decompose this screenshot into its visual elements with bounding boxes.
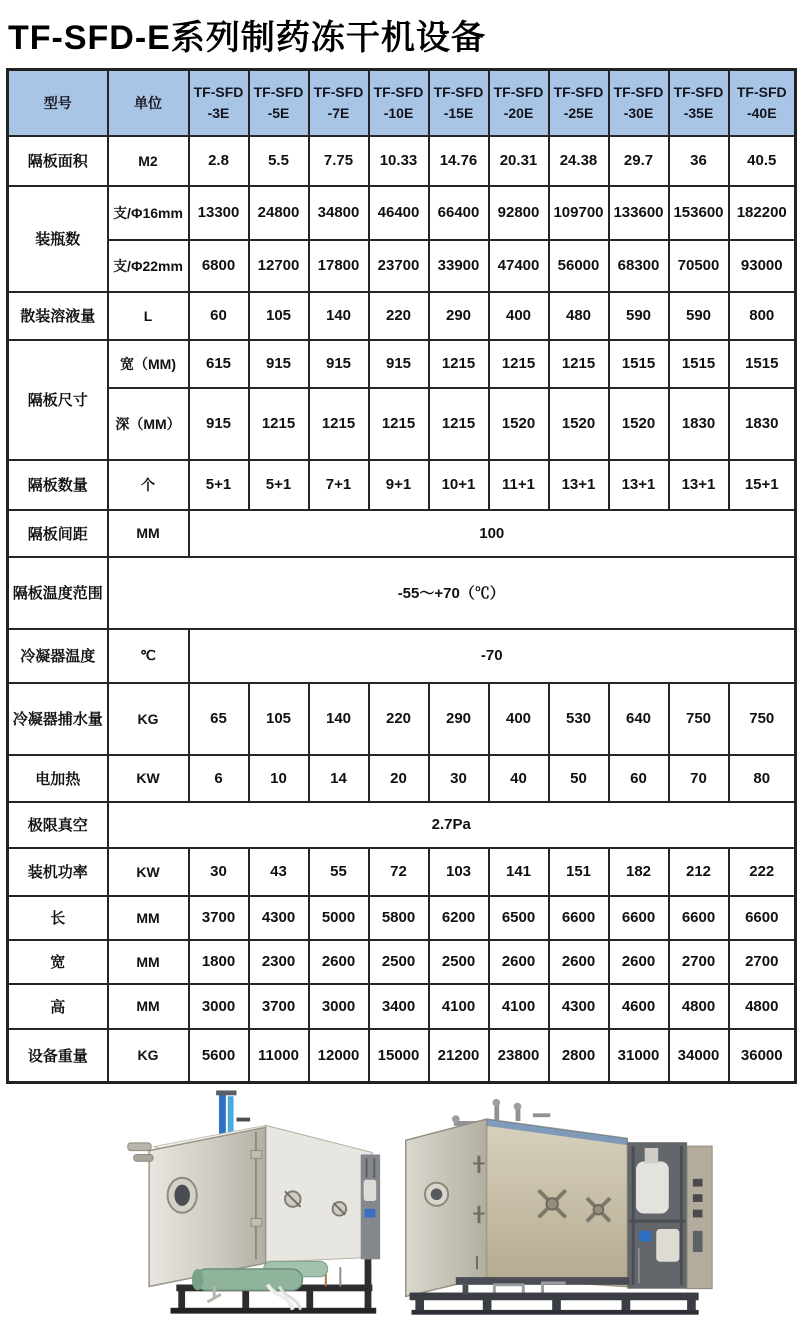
spec-row-weight bbox=[8, 1029, 796, 1083]
spec-value: 182200 bbox=[729, 186, 796, 240]
spec-value: 66400 bbox=[429, 186, 489, 240]
row-label: 长 bbox=[8, 896, 108, 940]
spec-value: 1830 bbox=[729, 388, 796, 460]
row-label: 宽 bbox=[8, 940, 108, 984]
col-header-model bbox=[489, 70, 549, 136]
model-name-line2: -30E bbox=[623, 104, 654, 121]
spec-value: 34800 bbox=[309, 186, 369, 240]
spec-value: 915 bbox=[189, 388, 249, 460]
product-photos bbox=[0, 1084, 800, 1322]
spec-value: 1800 bbox=[189, 940, 249, 984]
spec-row-ultimate-vacuum bbox=[8, 802, 796, 848]
col-header-model bbox=[609, 70, 669, 136]
spec-value: 3400 bbox=[369, 984, 429, 1029]
spec-row-installed-power bbox=[8, 848, 796, 896]
spec-value: 13+1 bbox=[669, 460, 729, 510]
spec-value: 2600 bbox=[489, 940, 549, 984]
spec-value: 12700 bbox=[249, 240, 309, 292]
spec-value: 12000 bbox=[309, 1029, 369, 1083]
spec-value: 7+1 bbox=[309, 460, 369, 510]
model-name-line2: -15E bbox=[443, 104, 474, 121]
spec-row-bulk-solution bbox=[8, 292, 796, 340]
spec-value: 220 bbox=[369, 292, 429, 340]
model-name-line2: -10E bbox=[383, 104, 414, 121]
spec-value: 2300 bbox=[249, 940, 309, 984]
spec-value: 212 bbox=[669, 848, 729, 896]
spec-value: 4600 bbox=[609, 984, 669, 1029]
spec-value: 1215 bbox=[369, 388, 429, 460]
spec-value: 92800 bbox=[489, 186, 549, 240]
spec-value: 151 bbox=[549, 848, 609, 896]
row-unit: 个 bbox=[108, 460, 189, 510]
spec-value: 15+1 bbox=[729, 460, 796, 510]
spec-value: 40.5 bbox=[729, 136, 796, 186]
spec-value: 4300 bbox=[249, 896, 309, 940]
spec-value: 2.8 bbox=[189, 136, 249, 186]
spec-value: 2800 bbox=[549, 1029, 609, 1083]
spec-value: 2600 bbox=[549, 940, 609, 984]
spec-value: 1215 bbox=[549, 340, 609, 388]
row-label: 电加热 bbox=[8, 755, 108, 802]
freeze-dryer-photo-right bbox=[398, 1086, 716, 1316]
col-header-model bbox=[189, 70, 249, 136]
spec-value: 5+1 bbox=[249, 460, 309, 510]
spec-value: 915 bbox=[309, 340, 369, 388]
spec-value: 1215 bbox=[249, 388, 309, 460]
row-label: 冷凝器捕水量 bbox=[8, 683, 108, 755]
spec-row-bottles-22mm bbox=[8, 240, 796, 292]
row-unit: ℃ bbox=[108, 629, 189, 683]
row-unit: M2 bbox=[108, 136, 189, 186]
row-unit: MM bbox=[108, 510, 189, 557]
spec-value: 60 bbox=[609, 755, 669, 802]
spec-value: 14 bbox=[309, 755, 369, 802]
spec-value: 36000 bbox=[729, 1029, 796, 1083]
spec-value: 80 bbox=[729, 755, 796, 802]
spec-row-width bbox=[8, 940, 796, 984]
spec-value: 20.31 bbox=[489, 136, 549, 186]
row-unit: MM bbox=[108, 984, 189, 1029]
spec-value: 1520 bbox=[549, 388, 609, 460]
spec-value: 4100 bbox=[489, 984, 549, 1029]
model-name-line1: TF-SFD bbox=[433, 84, 484, 101]
spec-value: 24800 bbox=[249, 186, 309, 240]
spec-value: 290 bbox=[429, 683, 489, 755]
spec-value: 915 bbox=[249, 340, 309, 388]
spec-value: 6500 bbox=[489, 896, 549, 940]
spec-value: 9+1 bbox=[369, 460, 429, 510]
spec-value: 5800 bbox=[369, 896, 429, 940]
spec-value: 31000 bbox=[609, 1029, 669, 1083]
spec-value: 182 bbox=[609, 848, 669, 896]
spec-value: 56000 bbox=[549, 240, 609, 292]
row-label: 隔板数量 bbox=[8, 460, 108, 510]
spec-value: 590 bbox=[609, 292, 669, 340]
spec-value-merged: -55～+70（℃） bbox=[108, 557, 796, 629]
spec-value: 140 bbox=[309, 683, 369, 755]
spec-value: 133600 bbox=[609, 186, 669, 240]
row-unit: MM bbox=[108, 896, 189, 940]
spec-value: 400 bbox=[489, 292, 549, 340]
model-name-line1: TF-SFD bbox=[373, 84, 424, 101]
row-label: 隔板尺寸 bbox=[8, 340, 108, 460]
spec-value: 70 bbox=[669, 755, 729, 802]
rear-equipment-rack bbox=[361, 1154, 380, 1259]
col-header-model bbox=[549, 70, 609, 136]
spec-row-shelf-area bbox=[8, 136, 796, 186]
model-name-line2: -40E bbox=[746, 104, 777, 121]
spec-value: 6600 bbox=[609, 896, 669, 940]
row-unit: 深（MM） bbox=[108, 388, 189, 460]
spec-value: 29.7 bbox=[609, 136, 669, 186]
model-name-line1: TF-SFD bbox=[253, 84, 304, 101]
spec-row-bottles-16mm bbox=[8, 186, 796, 240]
model-name-line2: -35E bbox=[683, 104, 714, 121]
spec-value: 1215 bbox=[489, 340, 549, 388]
spec-value: 6600 bbox=[729, 896, 796, 940]
control-cabinet bbox=[687, 1146, 712, 1289]
spec-value: 3000 bbox=[189, 984, 249, 1029]
spec-value: 590 bbox=[669, 292, 729, 340]
col-header-model-label: 型号 bbox=[8, 70, 108, 136]
row-unit: MM bbox=[108, 940, 189, 984]
row-label: 隔板温度范围 bbox=[8, 557, 108, 629]
spec-value: 6600 bbox=[549, 896, 609, 940]
spec-value: 20 bbox=[369, 755, 429, 802]
spec-value: 5000 bbox=[309, 896, 369, 940]
spec-row-shelf-temp-range bbox=[8, 557, 796, 629]
row-label: 隔板间距 bbox=[8, 510, 108, 557]
spec-value: 222 bbox=[729, 848, 796, 896]
spec-value: 103 bbox=[429, 848, 489, 896]
spec-value: 36 bbox=[669, 136, 729, 186]
row-unit: KW bbox=[108, 755, 189, 802]
model-name-line2: -25E bbox=[563, 104, 594, 121]
machinery-bay bbox=[627, 1142, 687, 1288]
spec-value: 33900 bbox=[429, 240, 489, 292]
spec-value: 2500 bbox=[429, 940, 489, 984]
spec-value: 40 bbox=[489, 755, 549, 802]
spec-value: 1830 bbox=[669, 388, 729, 460]
col-header-unit-label: 单位 bbox=[108, 70, 189, 136]
spec-value: 141 bbox=[489, 848, 549, 896]
row-label: 装机功率 bbox=[8, 848, 108, 896]
row-unit: 支/Φ22mm bbox=[108, 240, 189, 292]
chamber-left-face bbox=[406, 1119, 487, 1296]
spec-value: 34000 bbox=[669, 1029, 729, 1083]
spec-value: 105 bbox=[249, 292, 309, 340]
spec-value: 50 bbox=[549, 755, 609, 802]
row-label: 冷凝器温度 bbox=[8, 629, 108, 683]
spec-value: 2600 bbox=[609, 940, 669, 984]
spec-value-merged: -70 bbox=[189, 629, 796, 683]
spec-value: 153600 bbox=[669, 186, 729, 240]
spec-value: 480 bbox=[549, 292, 609, 340]
row-label: 极限真空 bbox=[8, 802, 108, 848]
spec-value: 11+1 bbox=[489, 460, 549, 510]
spec-value: 13+1 bbox=[549, 460, 609, 510]
spec-row-shelf-count bbox=[8, 460, 796, 510]
spec-value: 10 bbox=[249, 755, 309, 802]
spec-value: 4100 bbox=[429, 984, 489, 1029]
spec-value: 30 bbox=[429, 755, 489, 802]
spec-value: 1215 bbox=[429, 340, 489, 388]
spec-value: 615 bbox=[189, 340, 249, 388]
spec-value: 1215 bbox=[429, 388, 489, 460]
page-title: TF-SFD-E系列制药冻干机设备 bbox=[8, 19, 486, 57]
row-label: 设备重量 bbox=[8, 1029, 108, 1083]
spec-value: 23800 bbox=[489, 1029, 549, 1083]
spec-value: 400 bbox=[489, 683, 549, 755]
spec-value: 93000 bbox=[729, 240, 796, 292]
spec-value: 30 bbox=[189, 848, 249, 896]
spec-row-ice-capacity bbox=[8, 683, 796, 755]
spec-value: 220 bbox=[369, 683, 429, 755]
spec-value: 2700 bbox=[729, 940, 796, 984]
spec-value: 750 bbox=[729, 683, 796, 755]
col-header-model bbox=[369, 70, 429, 136]
col-header-model bbox=[249, 70, 309, 136]
spec-row-condenser-temp bbox=[8, 629, 796, 683]
spec-value: 5+1 bbox=[189, 460, 249, 510]
spec-row-shelf-depth bbox=[8, 388, 796, 460]
spec-value-merged: 2.7Pa bbox=[108, 802, 796, 848]
row-unit: KG bbox=[108, 683, 189, 755]
spec-value: 65 bbox=[189, 683, 249, 755]
col-header-model bbox=[729, 70, 796, 136]
row-label: 高 bbox=[8, 984, 108, 1029]
spec-value: 1515 bbox=[729, 340, 796, 388]
spec-value: 47400 bbox=[489, 240, 549, 292]
spec-value: 13+1 bbox=[609, 460, 669, 510]
row-unit: 支/Φ16mm bbox=[108, 186, 189, 240]
model-name-line2: -7E bbox=[327, 104, 350, 121]
spec-value: 3700 bbox=[189, 896, 249, 940]
spec-value: 750 bbox=[669, 683, 729, 755]
spec-value: 4800 bbox=[669, 984, 729, 1029]
model-name-line2: -20E bbox=[503, 104, 534, 121]
spec-value: 11000 bbox=[249, 1029, 309, 1083]
spec-value: 3700 bbox=[249, 984, 309, 1029]
spec-value: 640 bbox=[609, 683, 669, 755]
spec-value: 4300 bbox=[549, 984, 609, 1029]
model-name-line1: TF-SFD bbox=[673, 84, 724, 101]
model-name-line1: TF-SFD bbox=[313, 84, 364, 101]
door-porthole bbox=[168, 1178, 197, 1213]
spec-value: 290 bbox=[429, 292, 489, 340]
spec-value: 6200 bbox=[429, 896, 489, 940]
spec-value: 17800 bbox=[309, 240, 369, 292]
spec-value: 3000 bbox=[309, 984, 369, 1029]
spec-value: 10.33 bbox=[369, 136, 429, 186]
spec-value: 14.76 bbox=[429, 136, 489, 186]
model-name-line1: TF-SFD bbox=[193, 84, 244, 101]
spec-value: 109700 bbox=[549, 186, 609, 240]
spec-value: 24.38 bbox=[549, 136, 609, 186]
col-header-model bbox=[669, 70, 729, 136]
spec-value-merged: 100 bbox=[189, 510, 796, 557]
freeze-dryer-photo-left bbox=[122, 1090, 384, 1316]
spec-value: 2500 bbox=[369, 940, 429, 984]
spec-value: 5.5 bbox=[249, 136, 309, 186]
spec-value: 1515 bbox=[669, 340, 729, 388]
model-name-line2: -5E bbox=[267, 104, 290, 121]
spec-value: 72 bbox=[369, 848, 429, 896]
spec-value: 1215 bbox=[309, 388, 369, 460]
header-row bbox=[8, 70, 796, 136]
spec-table bbox=[6, 68, 797, 1084]
spec-value: 5600 bbox=[189, 1029, 249, 1083]
model-name-line1: TF-SFD bbox=[493, 84, 544, 101]
spec-value: 43 bbox=[249, 848, 309, 896]
row-unit: 宽（MM) bbox=[108, 340, 189, 388]
spec-value: 68300 bbox=[609, 240, 669, 292]
spec-value: 21200 bbox=[429, 1029, 489, 1083]
model-name-line1: TF-SFD bbox=[736, 84, 787, 101]
spec-value: 4800 bbox=[729, 984, 796, 1029]
row-unit: KW bbox=[108, 848, 189, 896]
model-name-line1: TF-SFD bbox=[553, 84, 604, 101]
spec-value: 7.75 bbox=[309, 136, 369, 186]
spec-value: 915 bbox=[369, 340, 429, 388]
row-label: 装瓶数 bbox=[8, 186, 108, 292]
row-unit: L bbox=[108, 292, 189, 340]
row-label: 散装溶液量 bbox=[8, 292, 108, 340]
spec-value: 6600 bbox=[669, 896, 729, 940]
spec-row-height bbox=[8, 984, 796, 1029]
spec-value: 6 bbox=[189, 755, 249, 802]
spec-value: 140 bbox=[309, 292, 369, 340]
spec-value: 15000 bbox=[369, 1029, 429, 1083]
spec-row-length bbox=[8, 896, 796, 940]
spec-value: 2600 bbox=[309, 940, 369, 984]
spec-value: 530 bbox=[549, 683, 609, 755]
spec-value: 105 bbox=[249, 683, 309, 755]
model-name-line1: TF-SFD bbox=[613, 84, 664, 101]
spec-value: 55 bbox=[309, 848, 369, 896]
col-header-model bbox=[309, 70, 369, 136]
spec-value: 6800 bbox=[189, 240, 249, 292]
spec-value: 23700 bbox=[369, 240, 429, 292]
spec-value: 1515 bbox=[609, 340, 669, 388]
spec-value: 800 bbox=[729, 292, 796, 340]
spec-value: 2700 bbox=[669, 940, 729, 984]
row-label: 隔板面积 bbox=[8, 136, 108, 186]
spec-value: 70500 bbox=[669, 240, 729, 292]
col-header-model bbox=[429, 70, 489, 136]
spec-value: 10+1 bbox=[429, 460, 489, 510]
spec-row-shelf-spacing bbox=[8, 510, 796, 557]
spec-value: 13300 bbox=[189, 186, 249, 240]
spec-value: 1520 bbox=[489, 388, 549, 460]
spec-row-electric-heating bbox=[8, 755, 796, 802]
spec-value: 46400 bbox=[369, 186, 429, 240]
spec-row-shelf-width bbox=[8, 340, 796, 388]
model-name-line2: -3E bbox=[207, 104, 230, 121]
spec-value: 60 bbox=[189, 292, 249, 340]
row-unit: KG bbox=[108, 1029, 189, 1083]
spec-value: 1520 bbox=[609, 388, 669, 460]
